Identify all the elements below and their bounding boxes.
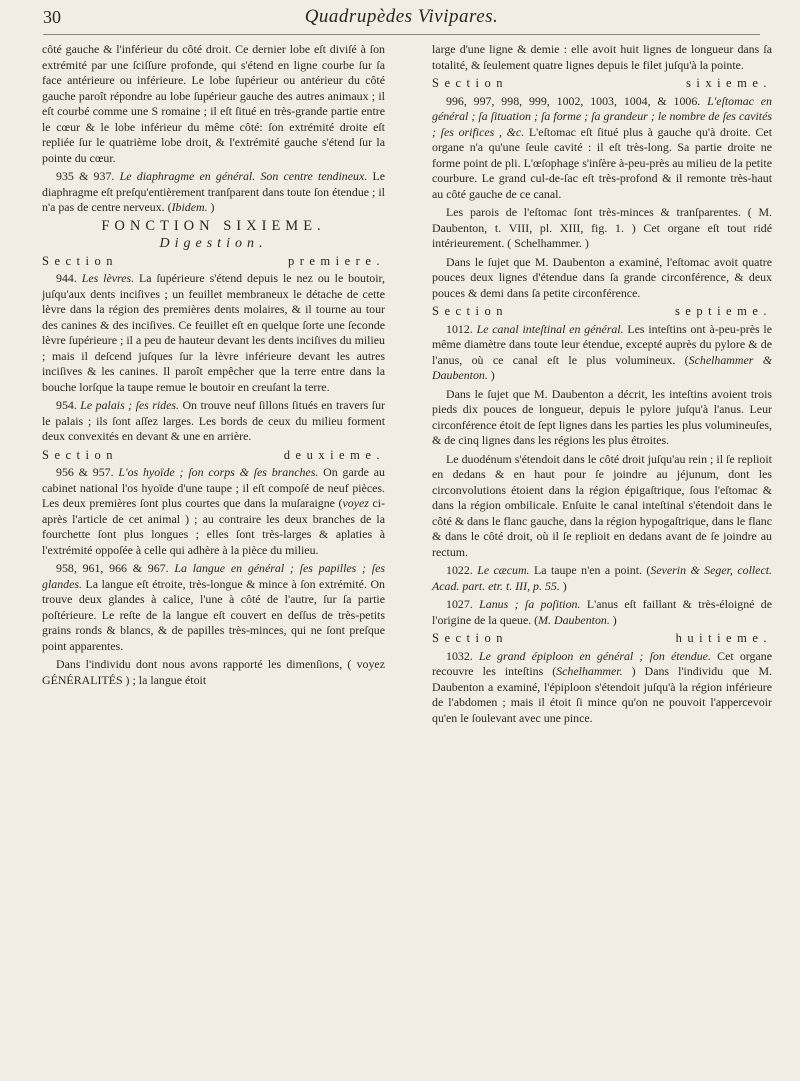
section-heading-2: Section deuxieme.: [42, 447, 385, 462]
paragraph-944: [42, 271, 385, 395]
right-column: [432, 42, 772, 729]
paragraph-individu: Dans l'individu dont nous avons rapporté les dimenſions, ( voyez GÉNÉRALITÉS ) ; la langue étoit: [42, 657, 385, 687]
paragraph-number: 956 & 957.: [56, 465, 114, 479]
paragraph-text: Le diaphragme eſt preſqu'entièrement tranſparent dans toute ſon étendue ; il n'a pas de centre nerveux. (: [42, 169, 385, 214]
running-head: [43, 6, 760, 35]
subchapter-heading: Digestion.: [159, 236, 268, 251]
reference: M. Daubenton.: [538, 612, 610, 627]
paragraph-1022: [432, 563, 772, 594]
section-heading-7: Section septieme.: [432, 304, 772, 318]
section-heading-6: Section sixieme.: [432, 76, 772, 90]
paragraph-number: 1022.: [446, 563, 473, 577]
paragraph-text-2: ci-après l'article de cet animal ) ; au contraire les deux branches de la fourchette ſont plus longues ; elles ſont très-larges & aplaties à l'extrémité oppoſée à celle qui adhère à la pièce du milieu.: [42, 496, 385, 557]
paragraph-number: 1027.: [446, 597, 473, 611]
paragraph-number: 1012.: [446, 321, 473, 336]
paragraph-title: La langue en général ; ſes papilles ; ſes glandes.: [42, 561, 385, 591]
paragraph-text: L'eſtomac eſt ſitué plus à gauche qu'à droite. Cet organe n'a qu'une ſeule cavité : il eſt très-long. Sa partie droite ne forme point de pli. L'œſophage s'inſère à-peu-près au milieu de la petite courbure. Le grand cul-de-ſac eſt très-profond & il remonte très-haut au côté gauche de ce canal.: [432, 124, 772, 201]
paragraph-title: Les lèvres.: [81, 271, 135, 285]
paragraph-1012: [432, 322, 772, 384]
paragraph-935: [42, 169, 385, 216]
chapter-heading: FONCTION SIXIEME.: [101, 217, 326, 234]
paragraph-number: 954.: [56, 398, 77, 412]
paragraph-text-end: ): [487, 368, 495, 382]
paragraph-duodenum: Le duodénum s'étendoit dans le côté droit juſqu'au rein ; il ſe replioit en dedans & en haut pour ſe joindre au jéjunum, dont les circonvolutions étoient dans la région épigaſtrique, ſous l'eſtomac & dans la région ombilicale. Enſuite le canal inteſtinal s'étendoit dans le côté & dans le flanc gauche, dans la région hypogaſtrique, dans le flanc & dans le côté droit, où il ſe replioit en dedans avant de ſe joindre au rectum.: [432, 451, 772, 559]
paragraph-number: 996, 997, 998, 999, 1002, 1003, 1004, & 1006.: [446, 93, 701, 108]
paragraph-parois: Les parois de l'eſtomac ſont très-minces & tranſparentes. ( M. Daubenton, t. VIII, pl. XIII, fig. 1. ) Cet organe eſt tout ridé intérieurement. ( Schelhammer. ): [432, 205, 772, 250]
page-number: 30: [43, 7, 61, 27]
paragraph-1032: [432, 649, 772, 727]
section-heading-8: Section huitieme.: [432, 631, 772, 645]
paragraph-1027: [432, 597, 772, 628]
paragraph-title: Lanus ; ſa poſition.: [479, 597, 581, 611]
paragraph-text: Les inteſtins ont à-peu-près le même diamètre dans toute leur étendue, excepté auprès du pylore & de l'anus, où ce canal eſt le plus volumineux. (: [432, 321, 773, 367]
paragraph-continuation: côté gauche & l'inférieur du côté droit. Ce dernier lobe eſt diviſé à ſon extrémité par une ſciſſure profonde, qui s'étend en ligne courbe ſur ſa face antérieure ou inférieure. Le lobe ſupérieur ou antérieur du côté gauche paroît répondre au lobe ſupérieur gauche des autres animaux ; il eſt courbé comme une S romaine ; il eſt ſitué en très-grande partie entre le cœur & le lobe inférieur du même côté: ſon extrémité droite eſt repliée ſur le quatrième lobe droit, & l'extrémité gauche s'étend ſur la pointe du cœur.: [42, 42, 385, 165]
paragraph-number: 944.: [56, 271, 77, 285]
paragraph-number: 958, 961, 966 & 967.: [56, 561, 169, 575]
section-heading-1: Section premiere.: [42, 253, 385, 268]
paragraph-956: [42, 465, 385, 558]
reference: Schelhammer & Daubenton.: [432, 352, 772, 382]
paragraph-number: 935 & 937.: [56, 169, 115, 183]
paragraph-number: 1032.: [446, 648, 473, 663]
paragraph-958: [42, 561, 385, 654]
paragraph-daubenton: Dans le ſujet que M. Daubenton a examiné, l'eſtomac avoit quatre pouces deux lignes d'étendue dans ſa grande circonférence, & deux pouces & demi dans ſa petite circonférence.: [432, 254, 772, 300]
paragraph-text: Cet organe recouvre les inteſtins (: [432, 648, 772, 678]
paragraph-title: Le canal inteſtinal en général.: [476, 321, 624, 336]
paragraph-continuation: large d'une ligne & demie : elle avoit huit lignes de longueur dans ſa totalité, & ſeulement quatre lignes depuis le filet juſqu'à la pointe.: [432, 42, 772, 72]
paragraph-title: L'os hyoïde ; ſon corps & ſes branches.: [118, 465, 319, 479]
paragraph-title: Le palais ; ſes rides.: [80, 398, 179, 412]
paragraph-text: La taupe n'en a point. (: [529, 563, 651, 577]
paragraph-954: [42, 398, 385, 445]
paragraph-text-end: ): [207, 200, 215, 214]
paragraph-intestins: Dans le ſujet que M. Daubenton a décrit, les inteſtins avoient trois pieds dix pouces de longueur, depuis le pylore juſqu'à l'anus. Leur circonférence étoit de ſept lignes dans les parties les plus volumineuſes, & de cinq lignes dans les régions les plus étroites.: [432, 386, 772, 447]
paragraph-text-end: ): [609, 612, 617, 627]
paragraph-text: La langue eſt étroite, très-longue & mince à ſon extrémité. On trouve deux glandes à calice, l'une à côté de l'autre, ſur ſa partie poſtérieure. Le reſte de la langue eſt couvert en deſſus de très-petits grains ronds & blancs, & de papilles très-minces, qui ne ſont preſque point apparentes.: [42, 576, 385, 653]
paragraph-text: La ſupérieure s'étend depuis le nez ou le boutoir, juſqu'aux dents inciſives ; un feuillet membraneux le détache de cette lèvre dans la région des premières dents molaires, & il tourne au tour des canines & des inciſives. Ce feuillet eſt en quelque ſorte une ſeconde lèvre ſupérieure ; il a peu de hauteur devant les dents inciſives du milieu ; mais il deſcend juſques ſur la lèvre inférieure devant les autres inciſives & les canines. Il paroît empêcher que la terre entre dans la bouche lorſque la taupe remue le boutoir en creuſant la terre.: [42, 271, 385, 394]
paragraph-text: L'anus eſt faillant & très-éloigné de l'origine de la queue. (: [432, 597, 773, 627]
paragraph-title: Le cæcum.: [477, 563, 530, 577]
paragraph-title: Le diaphragme en général. Son centre tendineux.: [119, 169, 368, 183]
paragraph-text-end: ) Dans l'individu que M. Daubenton a examiné, l'épiploon s'étendoit juſqu'à la région inférieure de l'abdomen ; mais il étoit ſi mince qu'on ne pouvoit l'appercevoir qu'en le ſoulevant avec une pince.: [432, 664, 772, 725]
reference: Ibidem.: [171, 200, 208, 214]
paragraph-text: On garde au cabinet national l'os hyoïde d'une taupe ; il eſt compoſé de neuf pièces. Les deux premières ſont plus courtes que dans la muſaraigne (: [42, 465, 385, 510]
running-title: Quadrupèdes Vivipares.: [304, 6, 499, 27]
paragraph-title: Le grand épiploon en général ; ſon étendue.: [478, 648, 711, 663]
paragraph-text: On trouve neuf ſillons ſitués en travers ſur le palais ; ils ſont aſſez larges. Les bords de ceux du milieu forment deux convexités en devant & une en arrière.: [42, 398, 385, 443]
reference: Severin & Seger, collect. Acad. part. etr. t. III, p. 55.: [432, 563, 773, 593]
left-column: [42, 42, 385, 691]
paragraph-text-end: ): [559, 578, 567, 593]
cross-reference: voyez: [342, 496, 369, 510]
paragraph-title: L'eſtomac en général ; ſa ſituation ; ſa forme ; ſa grandeur ; le nombre de ſes cavités ; ſes orifices , &c.: [432, 93, 773, 139]
paragraph-996: [432, 94, 772, 203]
reference: Schelhammer.: [556, 664, 623, 678]
